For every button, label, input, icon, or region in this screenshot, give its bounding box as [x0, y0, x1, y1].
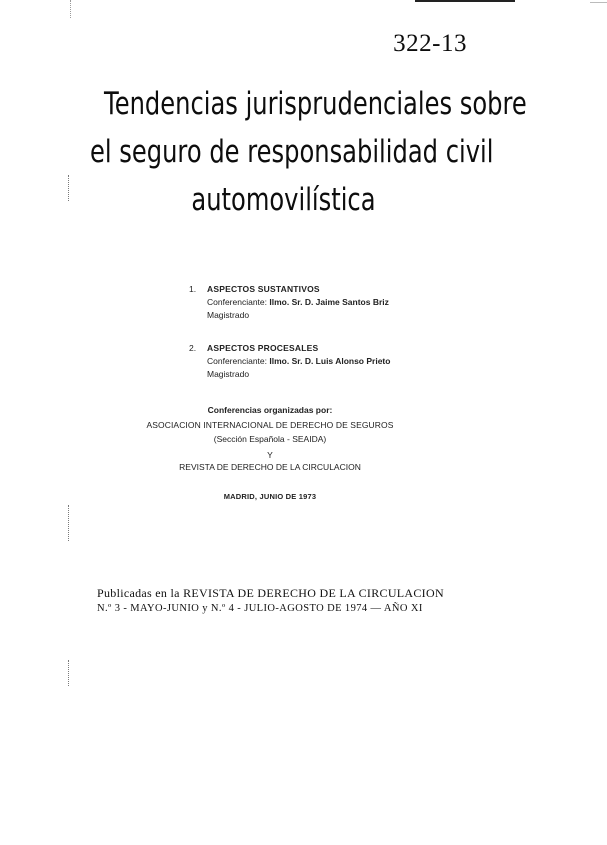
- section-2: [189, 343, 390, 379]
- organizers-conjunction: Y: [267, 450, 273, 460]
- reference-number: 322-13: [393, 30, 467, 57]
- title-line-3: automovilística: [191, 182, 376, 218]
- scan-artifact-top: [70, 0, 79, 18]
- scan-artifact-margin: [68, 505, 73, 541]
- scan-artifact-top-right: [590, 2, 607, 3]
- organizer-1-section: (Sección Española - SEAIDA): [213, 434, 327, 444]
- publication-line-1: Publicadas en la REVISTA DE DERECHO DE LA CIRCULACION: [97, 586, 444, 600]
- speaker-label: Conferenciante:: [207, 356, 268, 366]
- speaker-label: Conferenciante:: [207, 297, 268, 307]
- section-heading: ASPECTOS PROCESALES: [207, 343, 319, 353]
- section-heading: ASPECTOS SUSTANTIVOS: [207, 284, 320, 294]
- speaker-role: Magistrado: [207, 369, 250, 379]
- speaker-line: [207, 297, 389, 307]
- publication-line-2: N.º 3 - MAYO-JUNIO y N.º 4 - JULIO-AGOSTO DE 1974 — AÑO XI: [97, 603, 423, 614]
- speaker-name: Ilmo. Sr. D. Luis Alonso Prieto: [269, 356, 391, 366]
- section-1: [189, 284, 389, 320]
- speaker-name: Ilmo. Sr. D. Jaime Santos Briz: [269, 297, 389, 307]
- scan-artifact-top-line: [415, 0, 515, 2]
- document-title: [90, 80, 527, 224]
- organizer-2: REVISTA DE DERECHO DE LA CIRCULACION: [179, 462, 361, 472]
- date-place: MADRID, JUNIO DE 1973: [223, 492, 317, 501]
- scan-artifact-margin: [68, 175, 73, 201]
- speaker-role: Magistrado: [207, 310, 250, 320]
- speaker-line: [207, 356, 390, 366]
- title-line-1: Tendencias jurisprudenciales sobre: [104, 86, 527, 122]
- section-number: 1.: [189, 284, 197, 294]
- scan-artifact-margin: [68, 660, 73, 686]
- organizers-heading: Conferencias organizadas por:: [207, 405, 333, 415]
- section-number: 2.: [189, 343, 197, 353]
- title-line-2: el seguro de responsabilidad civil: [90, 134, 494, 170]
- organizer-1: ASOCIACION INTERNACIONAL DE DERECHO DE SEGUROS: [146, 420, 394, 430]
